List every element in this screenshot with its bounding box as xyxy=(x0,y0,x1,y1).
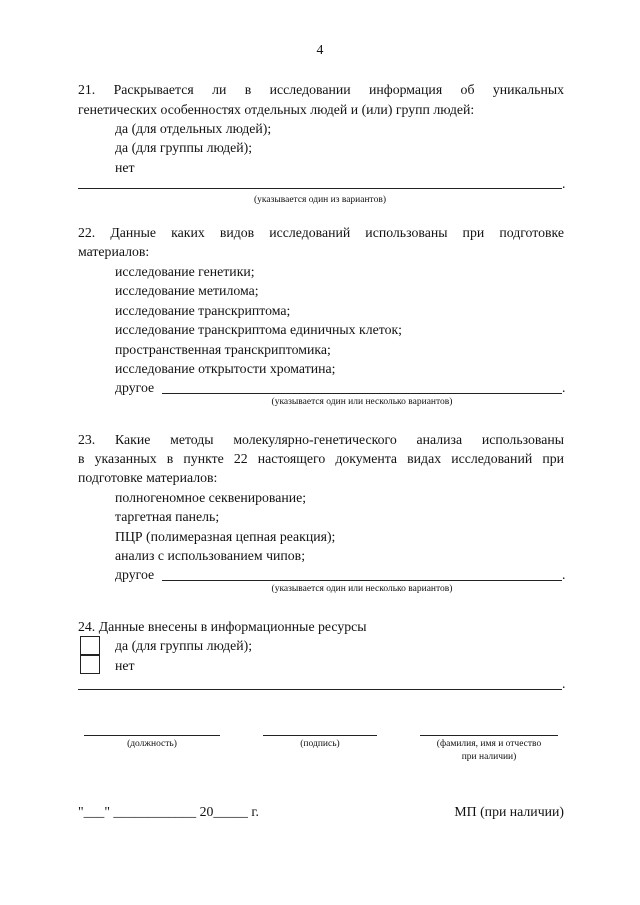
q24-line1: 24. Данные внесены в информационные ресурсы xyxy=(78,619,367,634)
q21-option-1: да (для отдельных людей); xyxy=(115,121,272,136)
q24-option-2: нет xyxy=(115,658,135,673)
q24-checkbox-yes[interactable] xyxy=(80,636,100,655)
stamp-label: МП (при наличии) xyxy=(454,804,564,819)
q21-answer-line[interactable] xyxy=(78,188,562,189)
q23-line1: 23. Какие методы молекулярно-генетического анализа использованы xyxy=(78,432,564,447)
q24-option-1: да (для группы людей); xyxy=(115,638,253,653)
q21-option-2: да (для группы людей); xyxy=(115,140,253,155)
q23-hint: (указывается один или несколько вариантов) xyxy=(271,584,453,594)
q22-option-2: исследование метилома; xyxy=(115,283,259,298)
full-name-caption-2: при наличии) xyxy=(461,752,517,762)
q21-period: . xyxy=(562,176,566,191)
q23-line3: подготовке материалов: xyxy=(78,470,218,485)
q22-option-1: исследование генетики; xyxy=(115,264,255,279)
q22-line1: 22. Данные каких видов исследований использованы при подготовке xyxy=(78,225,564,240)
position-line[interactable] xyxy=(84,735,220,736)
q22-option-5: пространственная транскриптомика; xyxy=(115,342,331,357)
q23-period: . xyxy=(562,567,566,582)
q23-line2: в указанных в пункте 22 настоящего документа видах исследований при xyxy=(78,451,564,466)
position-caption: (должность) xyxy=(127,739,177,749)
q21-line1: 21. Раскрывается ли в исследовании информация об уникальных xyxy=(78,82,564,97)
q24-period: . xyxy=(562,676,566,691)
q23-option-1: полногеномное секвенирование; xyxy=(115,490,307,505)
full-name-line[interactable] xyxy=(420,735,558,736)
q21-option-3: нет xyxy=(115,160,135,175)
q22-option-4: исследование транскриптома единичных клеток; xyxy=(115,322,403,337)
q22-other-label: другое xyxy=(115,380,155,395)
q24-answer-line[interactable] xyxy=(78,689,562,690)
q22-period: . xyxy=(562,380,566,395)
full-name-caption-1: (фамилия, имя и отчество xyxy=(436,739,542,749)
q24-checkbox-no[interactable] xyxy=(80,655,100,674)
q22-hint: (указывается один или несколько вариантов) xyxy=(271,397,453,407)
signature-line[interactable] xyxy=(263,735,377,736)
q23-option-2: таргетная панель; xyxy=(115,509,220,524)
page-number: 4 xyxy=(316,42,324,57)
q22-option-6: исследование открытости хроматина; xyxy=(115,361,336,376)
q21-line2: генетических особенностях отдельных людей и (или) групп людей: xyxy=(78,102,475,117)
q23-option-4: анализ с использованием чипов; xyxy=(115,548,306,563)
q21-hint: (указывается один из вариантов) xyxy=(254,195,386,205)
q23-option-3: ПЦР (полимеразная цепная реакция); xyxy=(115,529,336,544)
q23-other-line[interactable] xyxy=(162,580,562,581)
signature-caption: (подпись) xyxy=(300,739,340,749)
date-field[interactable]: "___" ____________ 20_____ г. xyxy=(78,804,259,819)
q22-option-3: исследование транскриптома; xyxy=(115,303,291,318)
q22-line2: материалов: xyxy=(78,244,150,259)
q22-other-line[interactable] xyxy=(162,393,562,394)
q23-other-label: другое xyxy=(115,567,155,582)
